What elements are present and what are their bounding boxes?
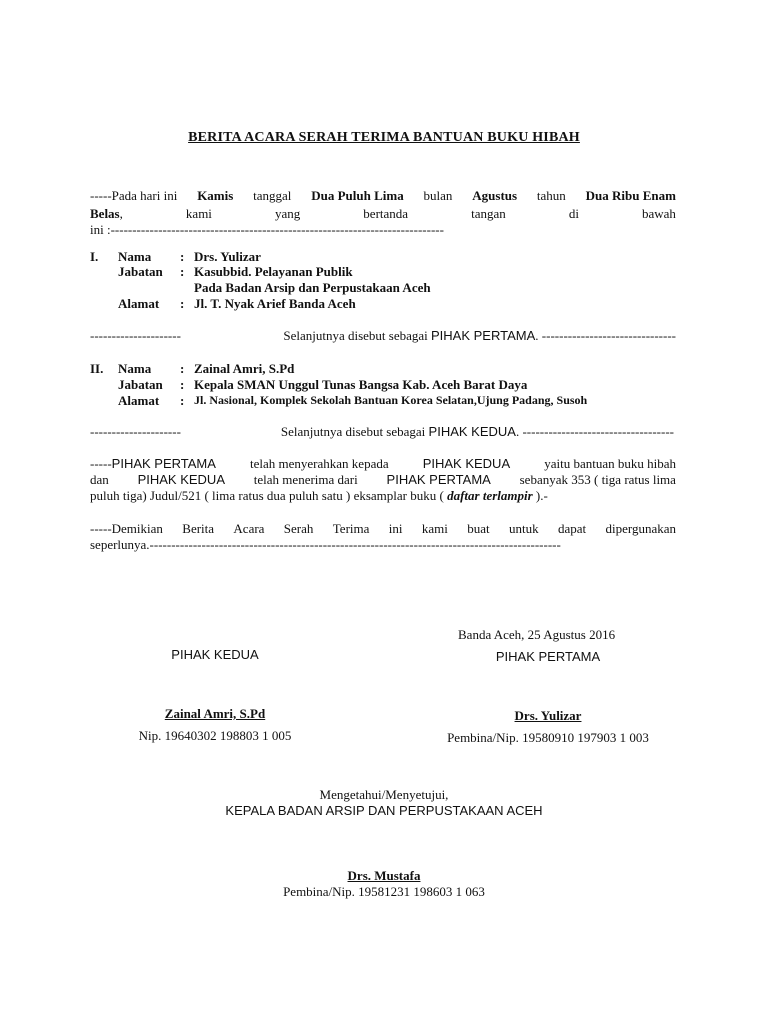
handover-line-1 xyxy=(90,456,676,472)
place-date: Banda Aceh, 25 Agustus 2016 xyxy=(458,627,616,642)
party1-number: I. xyxy=(90,249,99,264)
para-text: yaitu bantuan buku hibah xyxy=(544,456,676,471)
para-text: dan xyxy=(90,472,109,487)
opening-word: bawah xyxy=(641,206,676,221)
opening-year-cont: Belas xyxy=(90,206,120,221)
closing-word: Berita xyxy=(182,521,215,536)
opening-text-tanggal: tanggal xyxy=(253,188,292,203)
opening-month: Agustus xyxy=(472,188,518,203)
para-role: PIHAK PERTAMA xyxy=(111,456,216,471)
party2-colon: : xyxy=(180,361,185,376)
party1-label-jabatan: Jabatan xyxy=(118,264,163,279)
para-text: telah menerima dari xyxy=(253,472,358,487)
closing-word: Terima xyxy=(332,521,370,536)
approval-office: KEPALA BADAN ARSIP DAN PERPUSTAKAAN ACEH xyxy=(225,803,543,818)
para-text: telah menyerahkan kepada xyxy=(250,456,389,471)
party1-colon: : xyxy=(180,296,185,311)
opening-year: Dua Ribu Enam xyxy=(585,188,676,203)
closing-word: untuk xyxy=(508,521,539,536)
party1-alamat: Jl. T. Nyak Arief Banda Aceh xyxy=(194,296,356,311)
party2-nama: Zainal Amri, S.Pd xyxy=(194,361,295,376)
para-role: PIHAK KEDUA xyxy=(422,456,511,471)
designation-role: PIHAK KEDUA xyxy=(428,424,516,439)
party1-nama: Drs. Yulizar xyxy=(194,249,261,264)
party2-colon: : xyxy=(180,393,185,408)
attachment-note: daftar terlampir xyxy=(447,488,533,503)
closing-word: Acara xyxy=(233,521,265,536)
designation-text: Selanjutnya disebut sebagai xyxy=(283,328,428,343)
closing-word: dipergunakan xyxy=(605,521,676,536)
party2-label-nama: Nama xyxy=(118,361,152,376)
para-text: puluh tiga) Judul/521 ( lima ratus dua puluh satu ) eksamplar buku ( xyxy=(90,488,444,503)
closing-word: buat xyxy=(467,521,490,536)
opening-word: bertanda xyxy=(363,206,409,221)
opening-word: , xyxy=(119,206,123,221)
right-signatory-name: Drs. Yulizar xyxy=(514,708,582,723)
para-text: ).- xyxy=(535,488,548,503)
separator-dashes: --------------------- xyxy=(90,328,181,343)
party1-label-alamat: Alamat xyxy=(118,296,160,311)
separator-dashes: . ------------------------------- xyxy=(535,328,676,343)
opening-word: tangan xyxy=(471,206,506,221)
left-signatory-name: Zainal Amri, S.Pd xyxy=(164,706,266,721)
party1-colon: : xyxy=(180,264,185,279)
party2-label-jabatan: Jabatan xyxy=(118,377,163,392)
approval-caption: Mengetahui/Menyetujui, xyxy=(319,787,449,802)
party1-jabatan-cont: Pada Badan Arsip dan Perpustakaan Aceh xyxy=(194,280,431,295)
opening-date: Dua Puluh Lima xyxy=(311,188,404,203)
closing-word: ini xyxy=(388,521,403,536)
party1-designation xyxy=(90,328,676,344)
party1-jabatan: Kasubbid. Pelayanan Publik xyxy=(194,264,353,279)
designation-text: Selanjutnya disebut sebagai xyxy=(280,424,426,439)
opening-text-tahun: tahun xyxy=(536,188,566,203)
left-signatory-nip: Nip. 19640302 198803 1 005 xyxy=(138,728,292,743)
opening-day: Kamis xyxy=(197,188,234,203)
designation-role: PIHAK PERTAMA xyxy=(431,328,536,343)
approver-name: Drs. Mustafa xyxy=(347,868,421,883)
approver-nip: Pembina/Nip. 19581231 198603 1 063 xyxy=(283,884,485,899)
document-title: BERITA ACARA SERAH TERIMA BANTUAN BUKU HIBAH xyxy=(188,130,580,145)
right-signatory-role: PIHAK PERTAMA xyxy=(495,649,601,664)
closing-word: dapat xyxy=(557,521,587,536)
opening-prefix: -----Pada hari ini xyxy=(90,188,178,203)
opening-line-2 xyxy=(90,206,676,222)
party2-number: II. xyxy=(90,361,104,376)
opening-line-1 xyxy=(90,188,676,204)
right-signatory-nip: Pembina/Nip. 19580910 197903 1 003 xyxy=(447,730,649,745)
closing-word: -----Demikian xyxy=(90,521,163,536)
closing-line-2: seperlunya.----------------------------------------------------------------------------------------------- xyxy=(90,537,561,552)
closing-word: Serah xyxy=(283,521,314,536)
party2-colon: : xyxy=(180,377,185,392)
opening-text-bulan: bulan xyxy=(423,188,453,203)
opening-word: kami xyxy=(185,206,212,221)
opening-word: di xyxy=(568,206,579,221)
party2-designation xyxy=(90,424,676,440)
party2-label-alamat: Alamat xyxy=(118,393,160,408)
party2-alamat: Jl. Nasional, Komplek Sekolah Bantuan Korea Selatan,Ujung Padang, Susoh xyxy=(194,393,588,407)
separator-dashes: --------------------- xyxy=(90,424,181,439)
handover-line-3 xyxy=(90,488,548,504)
para-dashes: ----- xyxy=(90,456,112,471)
party1-colon: : xyxy=(180,249,185,264)
handover-line-2 xyxy=(90,472,676,488)
separator-dashes: . ----------------------------------- xyxy=(515,424,674,439)
para-role: PIHAK KEDUA xyxy=(137,472,225,487)
opening-word: yang xyxy=(274,206,301,221)
opening-line-3: ini :----------------------------------------------------------------------------- xyxy=(90,222,444,237)
party2-jabatan: Kepala SMAN Unggul Tunas Bangsa Kab. Aceh Barat Daya xyxy=(194,377,528,392)
closing-word: kami xyxy=(421,521,448,536)
closing-line-1 xyxy=(90,521,676,537)
party1-label-nama: Nama xyxy=(118,249,152,264)
para-text: sebanyak 353 ( tiga ratus lima xyxy=(519,472,676,487)
para-role: PIHAK PERTAMA xyxy=(386,472,491,487)
left-signatory-role: PIHAK KEDUA xyxy=(171,647,259,662)
